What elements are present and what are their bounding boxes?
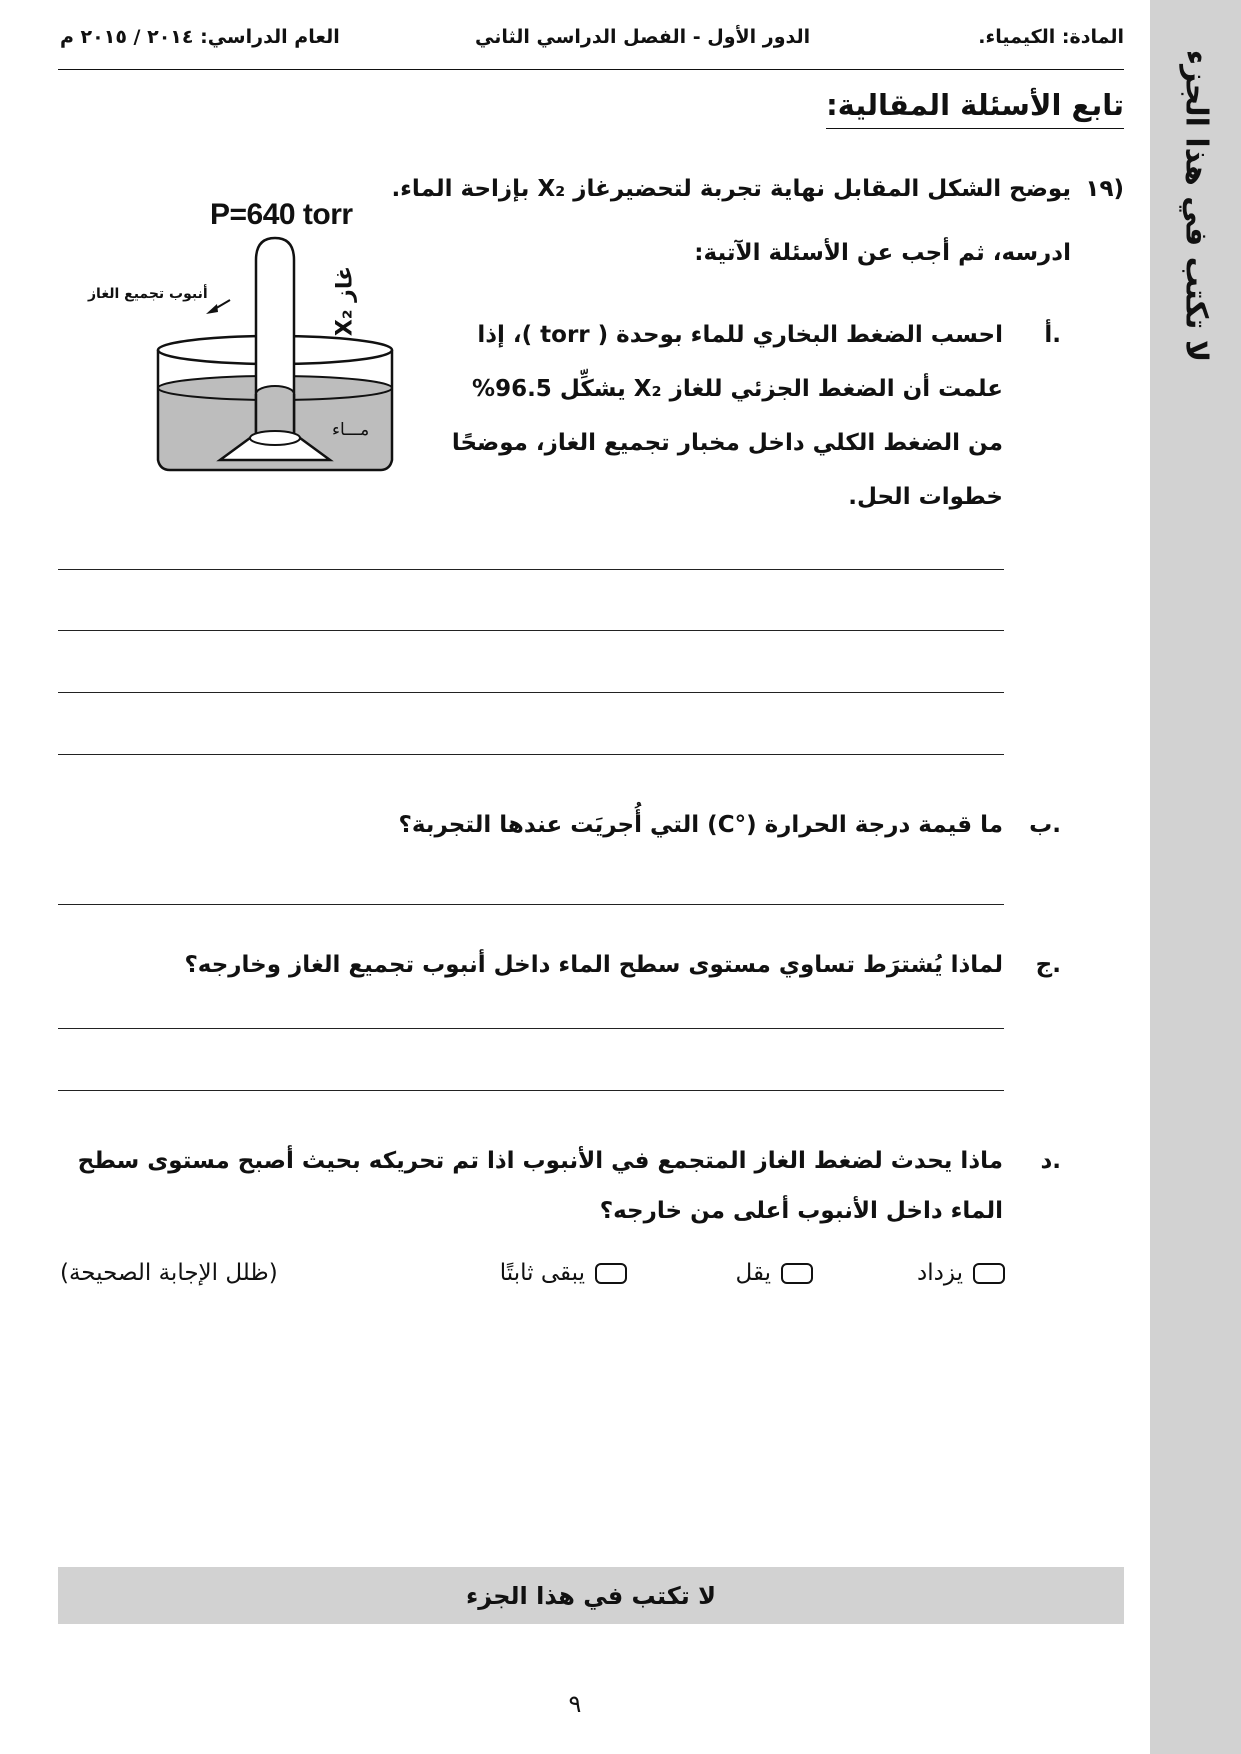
sub-a-label: أ. bbox=[1044, 322, 1061, 348]
option-decrease-bubble[interactable] bbox=[781, 1263, 813, 1284]
pressure-label: P=640 torr bbox=[210, 198, 353, 231]
sub-a-line1: احسب الضغط البخاري للماء بوحدة ( torr )، إذا bbox=[477, 322, 1003, 348]
sub-c-label: ج. bbox=[1035, 952, 1061, 978]
answer-line[interactable] bbox=[58, 904, 1004, 905]
sub-c-text: لماذا يُشترَط تساوي مستوى سطح الماء داخل أنبوب تجميع الغاز وخارجه؟ bbox=[184, 952, 1003, 978]
gas-label: غاز X₂ bbox=[332, 265, 358, 337]
sub-d-label: د. bbox=[1040, 1148, 1061, 1174]
gas-collection-figure bbox=[70, 198, 410, 488]
sub-a-line4: خطوات الحل. bbox=[848, 484, 1003, 510]
question-text-line1: يوضح الشكل المقابل نهاية تجربة لتحضيرغاز X₂ بإزاحة الماء. bbox=[391, 176, 1071, 202]
option-increase[interactable] bbox=[917, 1260, 1005, 1286]
header-subject: المادة: الكيمياء. bbox=[978, 26, 1124, 48]
section-title: تابع الأسئلة المقالية: bbox=[826, 88, 1124, 129]
tube-label: أنبوب تجميع الغاز bbox=[88, 286, 208, 302]
footer-text: لا تكتب في هذا الجزء bbox=[466, 1581, 716, 1610]
option-constant[interactable] bbox=[500, 1260, 627, 1286]
page-number: ٩ bbox=[568, 1690, 582, 1718]
header-year: العام الدراسي: ٢٠١٤ / ٢٠١٥ م bbox=[60, 26, 340, 48]
answer-line[interactable] bbox=[58, 630, 1004, 631]
sub-a-line3: من الضغط الكلي داخل مخبار تجميع الغاز، موضحًا bbox=[451, 430, 1003, 456]
question-text-line2: ادرسه، ثم أجب عن الأسئلة الآتية: bbox=[694, 240, 1071, 266]
option-decrease[interactable] bbox=[736, 1260, 813, 1286]
sub-a-line2: علمت أن الضغط الجزئي للغاز X₂ يشكِّل 96.5% bbox=[472, 376, 1003, 402]
answer-line[interactable] bbox=[58, 754, 1004, 755]
footer-bar bbox=[58, 1567, 1124, 1624]
sub-d-line1: ماذا يحدث لضغط الغاز المتجمع في الأنبوب اذا تم تحريكه بحيث أصبح مستوى سطح bbox=[77, 1148, 1003, 1174]
header-session: الدور الأول - الفصل الدراسي الثاني bbox=[475, 26, 811, 48]
option-increase-label: يزداد bbox=[917, 1260, 963, 1286]
answer-line[interactable] bbox=[58, 1090, 1004, 1091]
answer-line[interactable] bbox=[58, 1028, 1004, 1029]
options-hint: (ظلل الإجابة الصحيحة) bbox=[60, 1260, 278, 1286]
option-increase-bubble[interactable] bbox=[973, 1263, 1005, 1284]
option-decrease-label: يقل bbox=[735, 1260, 771, 1286]
sub-b-label: ب. bbox=[1029, 812, 1061, 838]
water-label: مـــاء bbox=[332, 420, 370, 440]
gas-label-container bbox=[320, 256, 370, 346]
option-constant-label: يبقى ثابتًا bbox=[499, 1260, 585, 1286]
side-margin-text: لا تكتب في هذا الجزء bbox=[1178, 49, 1214, 363]
answer-line[interactable] bbox=[58, 692, 1004, 693]
sub-d-line2: الماء داخل الأنبوب أعلى من خارجه؟ bbox=[599, 1198, 1003, 1224]
sub-b-text: ما قيمة درجة الحرارة (°C) التي أُجريَت عندها التجربة؟ bbox=[398, 812, 1003, 838]
answer-line[interactable] bbox=[58, 569, 1004, 570]
question-number: ١٩) bbox=[1085, 176, 1124, 202]
option-constant-bubble[interactable] bbox=[595, 1263, 627, 1284]
header-divider bbox=[58, 69, 1124, 70]
